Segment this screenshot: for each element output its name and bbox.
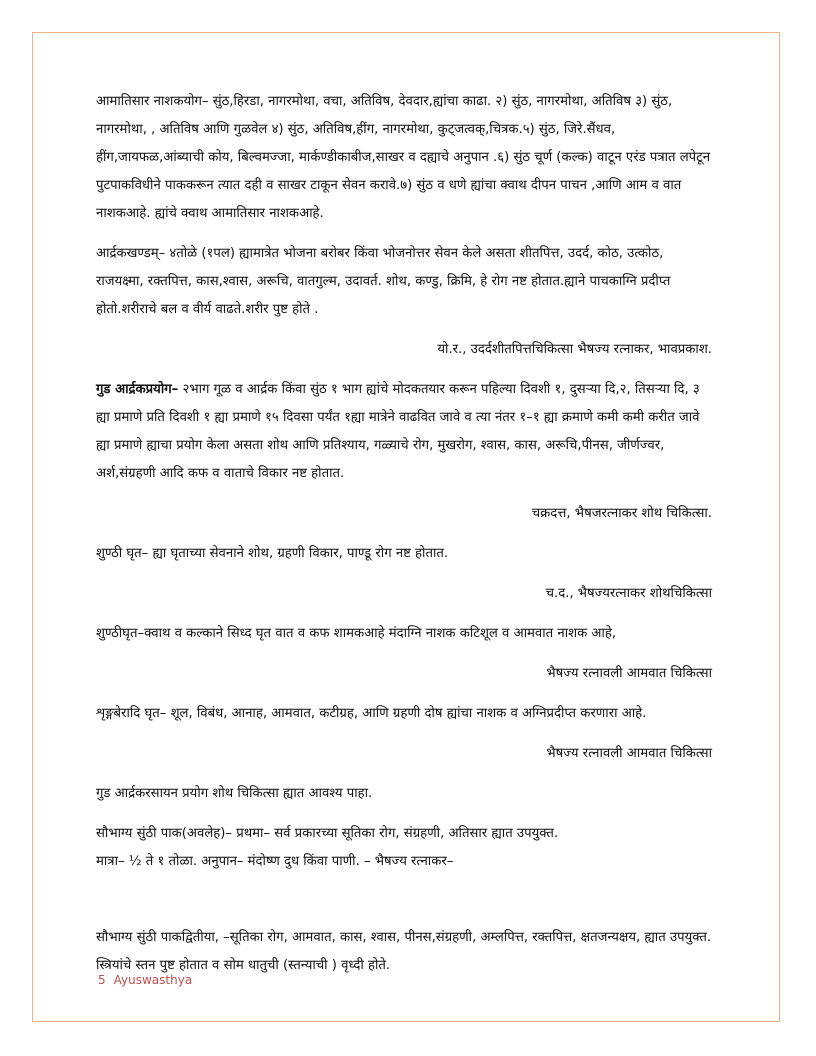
paragraph-saubhagya-matra: मात्रा– ½ ते १ तोळा. अनुपान– मंदोष्ण दुध किंवा पाणी. – भैषज्य रत्नाकर– bbox=[96, 854, 454, 869]
paragraph-amatisar: आमातिसार नाशकयोग– सुंठ,हिरडा, नागरमोथा, वचा, अतिविष, देवदार,ह्यांचा काढा. २) सुंठ, नागरमोथा, अतिविष ३) सुंठ, नागरमोथा, , अतिविष आणि गुळवेल ४) सुंठ, अतिविष,हींग, नागरमोथा, कुट्जत्वक्,चित्रक.५) सुंठ, जिरे.सैंधव, हींग,जायफळ,आंब्याची कोय, बिल्वमज्जा, मार्कण्डीकाबीज,साखर व दह्याचे अनुपान .६) सुंठ चूर्ण (कल्क) वाटून एरंड पत्रात लपेटून पुटपाकविधीने पाककरून त्यात दही व साखर टाकून सेवन करावे.७) सुंठ व धणे ह्यांचा क्वाथ दीपन पाचन ,आणि आम व वात नाशकआहे. ह्यांचे क्वाथ आमातिसार नाशकआहे. bbox=[96, 94, 711, 221]
body-gud-ardrak: २भाग गूळ व आर्द्रक किंवा सुंठ १ भाग ह्यांचे मोदकतयार करून पहिल्या दिवशी १, दुसऱ्या दि,२, तिसऱ्या दि, ३ ह्या प्रमाणे प्रति दिवशी १ ह्या प्रमाणे १५ दिवसा पर्यंत १ह्या मात्रेने वाढवित जावे व त्या नंतर १–१ ह्या क्रमाणे कमी कमी करीत जावे ह्या प्रमाणे ह्याचा प्रयोग केला असता शोथ आणि प्रतिश्याय, गळ्याचे रोग, मुखरोग, श्वास, कास, अरूचि,पीनस, जीर्णज्वर, अर्श,संग्रहणी आदि कफ व वाताचे विकार नष्ट होतात. bbox=[96, 382, 700, 481]
paragraph-gud-ardrak bbox=[96, 376, 712, 488]
reference-ardrakkhandam: यो.र., उदर्दशीतपित्तचिकित्सा भैषज्य रत्नाकर, भावप्रकाश. bbox=[437, 342, 712, 357]
reference-shringaberadi: भैषज्य रत्नावली आमवात चिकित्सा bbox=[546, 746, 712, 761]
paragraph-shunthighrut: शुण्ठीघृत–क्वाथ व कल्काने सिध्द घृत वात व कफ शामकआहे मंदाग्नि नाशक कटिशूल व आमवात नाशक आहे, bbox=[96, 626, 617, 641]
reference-gud-ardrak: चक्रदत्त, भैषजरत्नाकर शोथ चिकित्सा. bbox=[531, 506, 712, 521]
heading-gud-ardrak: गुड आर्द्रकप्रयोग– bbox=[96, 382, 179, 397]
document-body bbox=[96, 88, 712, 992]
paragraph-gud-ardrak-rasayan: गुड आर्द्रकरसायन प्रयोग शोथ चिकित्सा ह्यात आवश्य पाहा. bbox=[96, 786, 373, 801]
paragraph-ardrakkhandam: आर्द्रकखण्डम्– ४तोळे (१पल) ह्यामात्रेत भोजना बरोबर किंवा भोजनोत्तर सेवन केले असता शीतपित्त, उदर्द, कोठ, उत्कोठ, राजयक्ष्मा, रक्तपित्त, कास,श्वास, अरूचि, वातगुल्म, उदावर्त. शोथ, कण्डु, क्रिमि, हे रोग नष्ट होतात.ह्याने पाचकाग्नि प्रदीप्त होतो.शरीराचे बल व वीर्य वाढते.शरीर पुष्ट होते . bbox=[96, 246, 671, 317]
paragraph-shringaberadi: शृङ्गबेरादि घृत– शूल, विबंध, आनाह, आमवात, कटीग्रह, आणि ग्रहणी दोष ह्यांचा नाशक व अग्निप्रदीप्त करणारा आहे. bbox=[96, 706, 647, 721]
page-footer bbox=[98, 973, 192, 987]
footer-site-name: Ayuswasthya bbox=[113, 973, 193, 987]
reference-shunthi-ghrut: च.द., भैषज्यरत्नाकर शोथचिकित्सा bbox=[545, 586, 712, 601]
reference-shunthighrut: भैषज्य रत्नावली आमवात चिकित्सा bbox=[546, 666, 712, 681]
page-number: 5 bbox=[98, 973, 106, 987]
paragraph-saubhagya-prathama: सौभाग्य सुंठी पाक(अवलेह)– प्रथमा– सर्व प्रकारच्या सूतिका रोग, संग्रहणी, अतिसार ह्यात उपयुक्त. bbox=[96, 826, 559, 841]
paragraph-saubhagya-dvitiya: सौभाग्य सुंठी पाकद्वितीया, –सूतिका रोग, आमवात, कास, श्वास, पीनस,संग्रहणी, अम्लपित्त, रक्तपित्त, क्षतजन्यक्षय, ह्यात उपयुक्त. स्त्रियांचे स्तन पुष्ट होतात व सोम धातुची (स्तन्याची ) वृध्दी होते. bbox=[96, 930, 712, 973]
paragraph-shunthi-ghrut: शुण्ठी घृत– ह्या घृताच्या सेवनाने शोथ, ग्रहणी विकार, पाण्डू रोग नष्ट होतात. bbox=[96, 546, 449, 561]
